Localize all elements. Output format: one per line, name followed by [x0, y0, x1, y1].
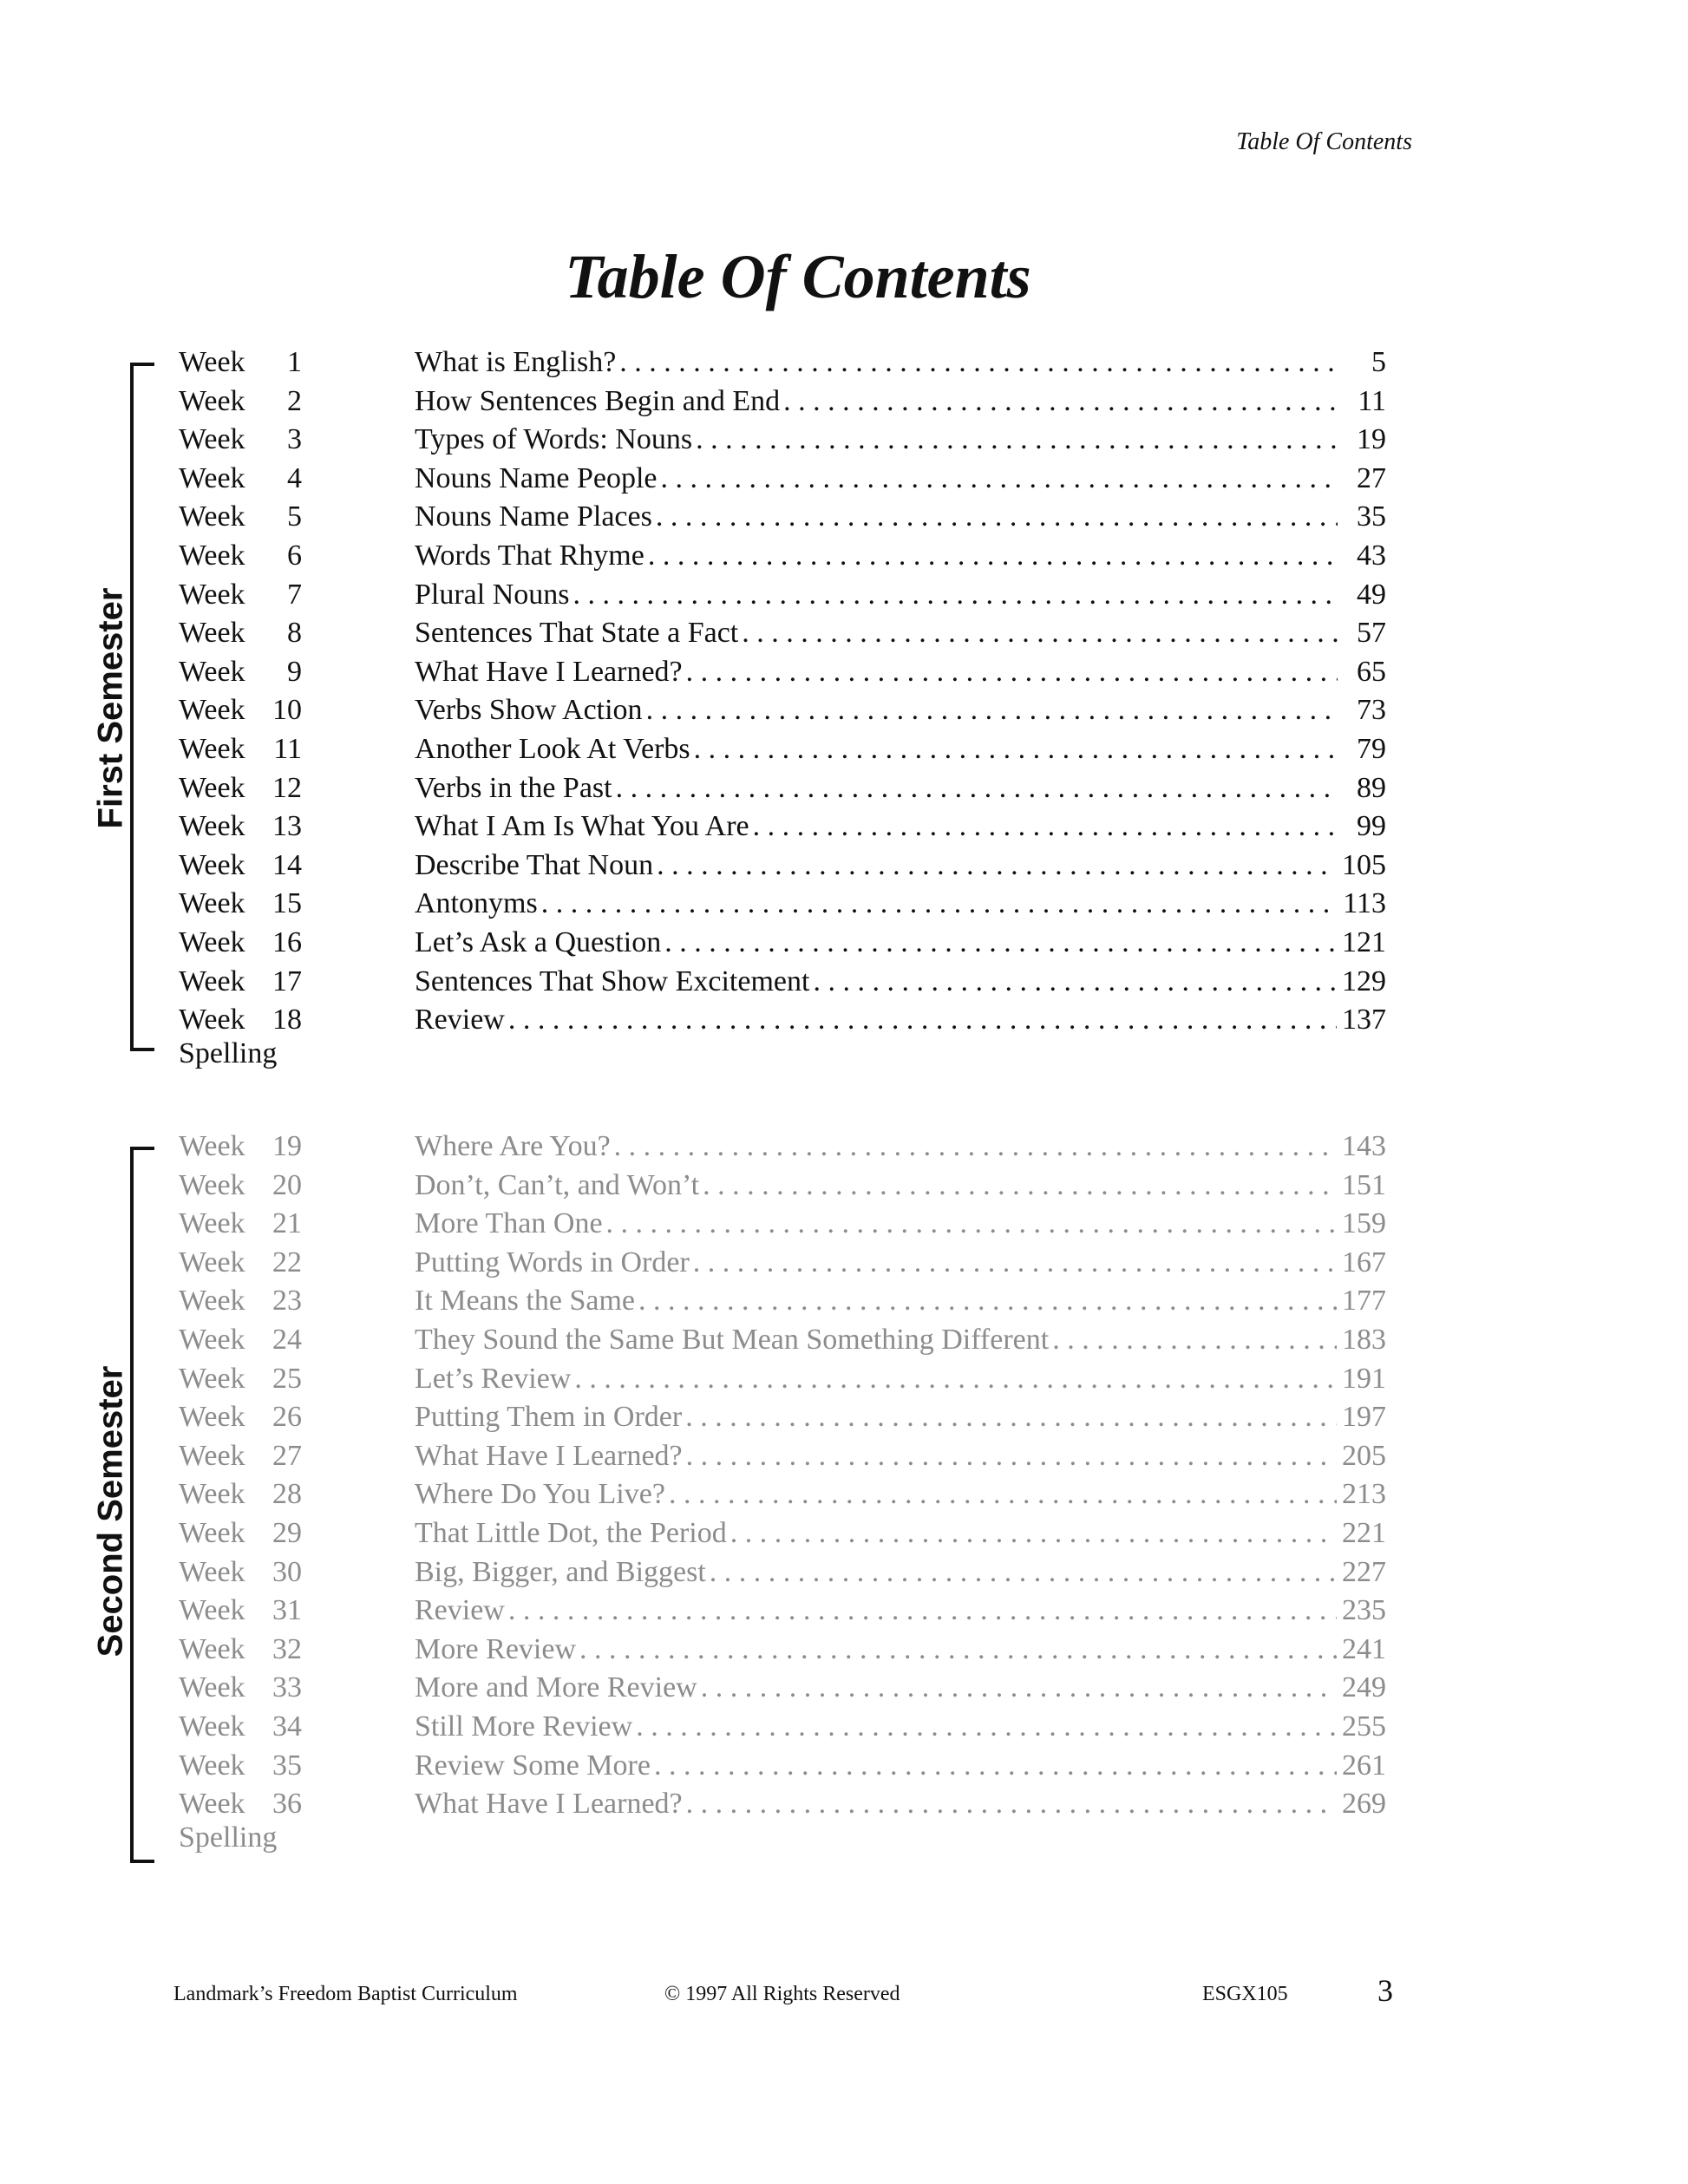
lesson-title: Sentences That Show Excitement — [415, 964, 810, 997]
toc-entry — [415, 1205, 1386, 1243]
dot-leader — [636, 1708, 1337, 1746]
dot-leader — [693, 1244, 1337, 1282]
toc-row — [0, 1437, 1688, 1475]
page-number: 11 — [1358, 384, 1386, 417]
week-number: 33 — [272, 1671, 302, 1704]
toc-entry — [415, 1398, 1386, 1436]
week-label: Week — [179, 1517, 245, 1549]
dot-leader — [648, 537, 1338, 575]
toc-row — [0, 1592, 1688, 1630]
page-number: 167 — [1342, 1246, 1386, 1278]
lesson-title: Another Look At Verbs — [415, 733, 690, 765]
lesson-title: They Sound the Same But Mean Something Different — [415, 1324, 1050, 1356]
week-label: Week — [179, 1362, 245, 1395]
week-label: Week — [179, 423, 245, 456]
toc-entry — [415, 885, 1386, 923]
toc-entry — [415, 1167, 1386, 1205]
week-number: 19 — [272, 1130, 302, 1162]
toc-entry — [415, 730, 1386, 768]
page-number: 129 — [1342, 964, 1386, 997]
dot-leader — [646, 691, 1338, 729]
toc-row — [0, 1747, 1688, 1785]
toc-entry — [415, 1128, 1386, 1166]
lesson-title: Review Some More — [415, 1749, 651, 1782]
lesson-title: Nouns Name People — [415, 461, 658, 494]
toc-entry — [415, 1553, 1386, 1592]
page-number: 113 — [1343, 887, 1386, 920]
dot-leader — [579, 1631, 1337, 1669]
page-number: 105 — [1342, 848, 1386, 881]
page-number: 241 — [1342, 1632, 1386, 1665]
week-label: Week — [179, 1749, 245, 1782]
page-number: 99 — [1357, 810, 1386, 843]
toc-row — [0, 1785, 1688, 1823]
lesson-title: Verbs Show Action — [415, 694, 643, 727]
week-number: 17 — [272, 964, 302, 997]
page-number: 43 — [1357, 539, 1386, 572]
toc-entry — [415, 963, 1386, 1001]
toc-row — [0, 383, 1688, 421]
dot-leader — [616, 769, 1338, 808]
dot-leader — [656, 498, 1338, 536]
week-number: 7 — [287, 578, 302, 611]
toc-row — [0, 1282, 1688, 1320]
lesson-title: What is English? — [415, 346, 617, 378]
week-number: 9 — [287, 655, 302, 688]
week-label: Week — [179, 694, 245, 727]
week-label: Week — [179, 1439, 245, 1472]
lesson-title: Putting Them in Order — [415, 1401, 683, 1434]
lesson-title: Words That Rhyme — [415, 539, 644, 572]
dot-leader — [783, 383, 1338, 421]
dot-leader — [574, 1360, 1337, 1398]
footer-curriculum: Landmark’s Freedom Baptist Curriculum — [173, 1983, 518, 2005]
toc-row — [0, 924, 1688, 962]
dot-leader — [669, 1475, 1337, 1514]
footer-copyright: © 1997 All Rights Reserved — [664, 1983, 900, 2005]
page-number: 261 — [1342, 1749, 1386, 1782]
dot-leader — [664, 924, 1337, 962]
week-number: 29 — [272, 1517, 302, 1549]
lesson-title: What I Am Is What You Are — [415, 810, 749, 843]
toc-row — [0, 1001, 1688, 1039]
dot-leader — [573, 576, 1338, 614]
toc-entry — [415, 1437, 1386, 1475]
dot-leader — [606, 1205, 1337, 1243]
page-number: 137 — [1342, 1004, 1386, 1036]
week-label: Week — [179, 384, 245, 417]
toc-entry — [415, 1669, 1386, 1707]
toc-row — [0, 537, 1688, 575]
toc-row — [0, 1708, 1688, 1746]
week-label: Week — [179, 1671, 245, 1704]
toc-row — [0, 1128, 1688, 1166]
toc-row — [0, 460, 1688, 498]
week-label: Week — [179, 1004, 245, 1036]
page-number: 269 — [1342, 1788, 1386, 1821]
dot-leader — [541, 885, 1338, 923]
toc-entry — [415, 1244, 1386, 1282]
week-number: 8 — [287, 617, 302, 650]
lesson-title: Don’t, Can’t, and Won’t — [415, 1168, 700, 1201]
lesson-title: Where Do You Live? — [415, 1478, 665, 1511]
toc-row — [0, 1398, 1688, 1436]
page-number: 49 — [1357, 578, 1386, 611]
week-label: Week — [179, 1207, 245, 1240]
week-number: 3 — [287, 423, 302, 456]
lesson-title: How Sentences Begin and End — [415, 384, 781, 417]
second-semester-spelling: Spelling — [179, 1821, 278, 1854]
running-head: Table Of Contents — [1236, 128, 1412, 155]
toc-entry — [415, 383, 1386, 421]
week-label: Week — [179, 1401, 245, 1434]
page-title: Table Of Contents — [565, 242, 1031, 311]
page-number: 27 — [1357, 461, 1386, 494]
dot-leader — [686, 653, 1338, 691]
page-number: 183 — [1342, 1324, 1386, 1356]
week-label: Week — [179, 539, 245, 572]
week-label: Week — [179, 1788, 245, 1821]
lesson-title: Review — [415, 1004, 505, 1036]
toc-entry — [415, 421, 1386, 459]
toc-entry — [415, 1592, 1386, 1630]
week-label: Week — [179, 617, 245, 650]
toc-row — [0, 691, 1688, 729]
week-number: 28 — [272, 1478, 302, 1511]
toc-row — [0, 1669, 1688, 1707]
week-number: 16 — [272, 926, 302, 958]
toc-entry — [415, 653, 1386, 691]
page-number: 191 — [1342, 1362, 1386, 1395]
toc-entry — [415, 614, 1386, 652]
toc-entry — [415, 1631, 1386, 1669]
toc-row — [0, 576, 1688, 614]
toc-row — [0, 769, 1688, 808]
lesson-title: Verbs in the Past — [415, 771, 612, 804]
week-number: 6 — [287, 539, 302, 572]
toc-entry — [415, 1747, 1386, 1785]
week-number: 11 — [273, 733, 302, 765]
week-label: Week — [179, 1632, 245, 1665]
toc-entry — [415, 498, 1386, 536]
dot-leader — [619, 343, 1338, 382]
week-number: 36 — [272, 1788, 302, 1821]
week-number: 22 — [272, 1246, 302, 1278]
week-label: Week — [179, 848, 245, 881]
week-number: 4 — [287, 461, 302, 494]
toc-row — [0, 885, 1688, 923]
page-number: 19 — [1357, 423, 1386, 456]
toc-row — [0, 963, 1688, 1001]
dot-leader — [661, 460, 1338, 498]
toc-row — [0, 1321, 1688, 1359]
page-number: 5 — [1371, 346, 1386, 378]
page-number: 79 — [1357, 733, 1386, 765]
toc-entry — [415, 808, 1386, 846]
week-label: Week — [179, 964, 245, 997]
toc-row — [0, 1244, 1688, 1282]
dot-leader — [654, 1747, 1337, 1785]
dot-leader — [657, 847, 1337, 885]
week-label: Week — [179, 887, 245, 920]
week-number: 20 — [272, 1168, 302, 1201]
week-number: 10 — [272, 694, 302, 727]
toc-row — [0, 1475, 1688, 1514]
page-number: 35 — [1357, 500, 1386, 533]
page-number: 177 — [1342, 1285, 1386, 1318]
lesson-title: What Have I Learned? — [415, 1788, 683, 1821]
dot-leader — [813, 963, 1337, 1001]
toc-entry — [415, 1514, 1386, 1553]
toc-entry — [415, 1708, 1386, 1746]
week-label: Week — [179, 771, 245, 804]
week-label: Week — [179, 1478, 245, 1511]
toc-row — [0, 1205, 1688, 1243]
week-number: 23 — [272, 1285, 302, 1318]
lesson-title: Review — [415, 1594, 505, 1627]
toc-entry — [415, 924, 1386, 962]
second-semester-label: Second Semester — [91, 1365, 130, 1658]
toc-entry — [415, 847, 1386, 885]
page-number: 205 — [1342, 1439, 1386, 1472]
dot-leader — [685, 1398, 1337, 1436]
week-label: Week — [179, 1594, 245, 1627]
page-number: 197 — [1342, 1401, 1386, 1434]
first-semester-label: First Semester — [91, 587, 130, 829]
dot-leader — [694, 730, 1338, 768]
toc-entry — [415, 1360, 1386, 1398]
toc-row — [0, 343, 1688, 382]
week-number: 21 — [272, 1207, 302, 1240]
lesson-title: More Review — [415, 1632, 577, 1665]
dot-leader — [614, 1128, 1337, 1166]
page-number: 159 — [1342, 1207, 1386, 1240]
dot-leader — [742, 614, 1338, 652]
week-number: 18 — [272, 1004, 302, 1036]
toc-entry — [415, 343, 1386, 382]
toc-row — [0, 808, 1688, 846]
toc-row — [0, 1631, 1688, 1669]
lesson-title: Describe That Noun — [415, 848, 654, 881]
week-label: Week — [179, 1324, 245, 1356]
toc-row — [0, 847, 1688, 885]
first-semester-spelling: Spelling — [179, 1036, 278, 1069]
page-number: 65 — [1357, 655, 1386, 688]
week-number: 15 — [272, 887, 302, 920]
week-number: 24 — [272, 1324, 302, 1356]
toc-row — [0, 653, 1688, 691]
week-number: 1 — [287, 346, 302, 378]
week-number: 2 — [287, 384, 302, 417]
toc-entry — [415, 537, 1386, 575]
toc-row — [0, 614, 1688, 652]
toc-row — [0, 1167, 1688, 1205]
lesson-title: Big, Bigger, and Biggest — [415, 1555, 706, 1588]
page-number: 121 — [1342, 926, 1386, 958]
page-number: 143 — [1342, 1130, 1386, 1162]
toc-row — [0, 1360, 1688, 1398]
toc-entry — [415, 1321, 1386, 1359]
toc-entry — [415, 576, 1386, 614]
toc-entry — [415, 1001, 1386, 1039]
week-number: 14 — [272, 848, 302, 881]
page-number: 221 — [1342, 1517, 1386, 1549]
page-number: 89 — [1357, 771, 1386, 804]
footer-page-number: 3 — [1377, 1973, 1393, 2008]
toc-entry — [415, 691, 1386, 729]
lesson-title: Where Are You? — [415, 1130, 611, 1162]
week-label: Week — [179, 655, 245, 688]
week-number: 5 — [287, 500, 302, 533]
lesson-title: Putting Words in Order — [415, 1246, 690, 1278]
dot-leader — [686, 1785, 1337, 1823]
lesson-title: Nouns Name Places — [415, 500, 652, 533]
week-label: Week — [179, 1246, 245, 1278]
dot-leader — [703, 1167, 1337, 1205]
week-number: 13 — [272, 810, 302, 843]
week-number: 31 — [272, 1594, 302, 1627]
lesson-title: Let’s Ask a Question — [415, 926, 662, 958]
week-number: 25 — [272, 1362, 302, 1395]
dot-leader — [686, 1437, 1337, 1475]
week-number: 12 — [272, 771, 302, 804]
lesson-title: Sentences That State a Fact — [415, 617, 739, 650]
lesson-title: That Little Dot, the Period — [415, 1517, 727, 1549]
week-label: Week — [179, 926, 245, 958]
week-number: 34 — [272, 1710, 302, 1743]
lesson-title: Antonyms — [415, 887, 538, 920]
week-number: 30 — [272, 1555, 302, 1588]
week-label: Week — [179, 733, 245, 765]
page-number: 213 — [1342, 1478, 1386, 1511]
week-number: 35 — [272, 1749, 302, 1782]
lesson-title: What Have I Learned? — [415, 1439, 683, 1472]
page-number: 235 — [1342, 1594, 1386, 1627]
dot-leader — [638, 1282, 1337, 1320]
toc-entry — [415, 1282, 1386, 1320]
toc-entry — [415, 460, 1386, 498]
page-number: 255 — [1342, 1710, 1386, 1743]
week-number: 26 — [272, 1401, 302, 1434]
week-number: 27 — [272, 1439, 302, 1472]
dot-leader — [701, 1669, 1337, 1707]
page-number: 249 — [1342, 1671, 1386, 1704]
page-number: 73 — [1357, 694, 1386, 727]
toc-entry — [415, 1475, 1386, 1514]
lesson-title: More and More Review — [415, 1671, 697, 1704]
week-number: 32 — [272, 1632, 302, 1665]
toc-row — [0, 498, 1688, 536]
week-label: Week — [179, 1168, 245, 1201]
footer-code: ESGX105 — [1202, 1983, 1288, 2005]
toc-row — [0, 730, 1688, 768]
lesson-title: Plural Nouns — [415, 578, 570, 611]
toc-row — [0, 1553, 1688, 1592]
week-label: Week — [179, 1130, 245, 1162]
lesson-title: It Means the Same — [415, 1285, 635, 1318]
dot-leader — [753, 808, 1338, 846]
page-number: 57 — [1357, 617, 1386, 650]
lesson-title: Types of Words: Nouns — [415, 423, 693, 456]
week-label: Week — [179, 1710, 245, 1743]
week-label: Week — [179, 578, 245, 611]
dot-leader — [1052, 1321, 1337, 1359]
toc-entry — [415, 769, 1386, 808]
week-label: Week — [179, 346, 245, 378]
week-label: Week — [179, 810, 245, 843]
lesson-title: Let’s Review — [415, 1362, 572, 1395]
dot-leader — [710, 1553, 1337, 1592]
week-label: Week — [179, 1285, 245, 1318]
page-number: 151 — [1342, 1168, 1386, 1201]
week-label: Week — [179, 461, 245, 494]
week-label: Week — [179, 500, 245, 533]
toc-row — [0, 1514, 1688, 1553]
dot-leader — [508, 1001, 1337, 1039]
dot-leader — [730, 1514, 1337, 1553]
toc-row — [0, 421, 1688, 459]
page-number: 227 — [1342, 1555, 1386, 1588]
toc-entry — [415, 1785, 1386, 1823]
lesson-title: Still More Review — [415, 1710, 633, 1743]
dot-leader — [508, 1592, 1337, 1630]
lesson-title: More Than One — [415, 1207, 603, 1240]
dot-leader — [696, 421, 1338, 459]
week-label: Week — [179, 1555, 245, 1588]
lesson-title: What Have I Learned? — [415, 655, 683, 688]
